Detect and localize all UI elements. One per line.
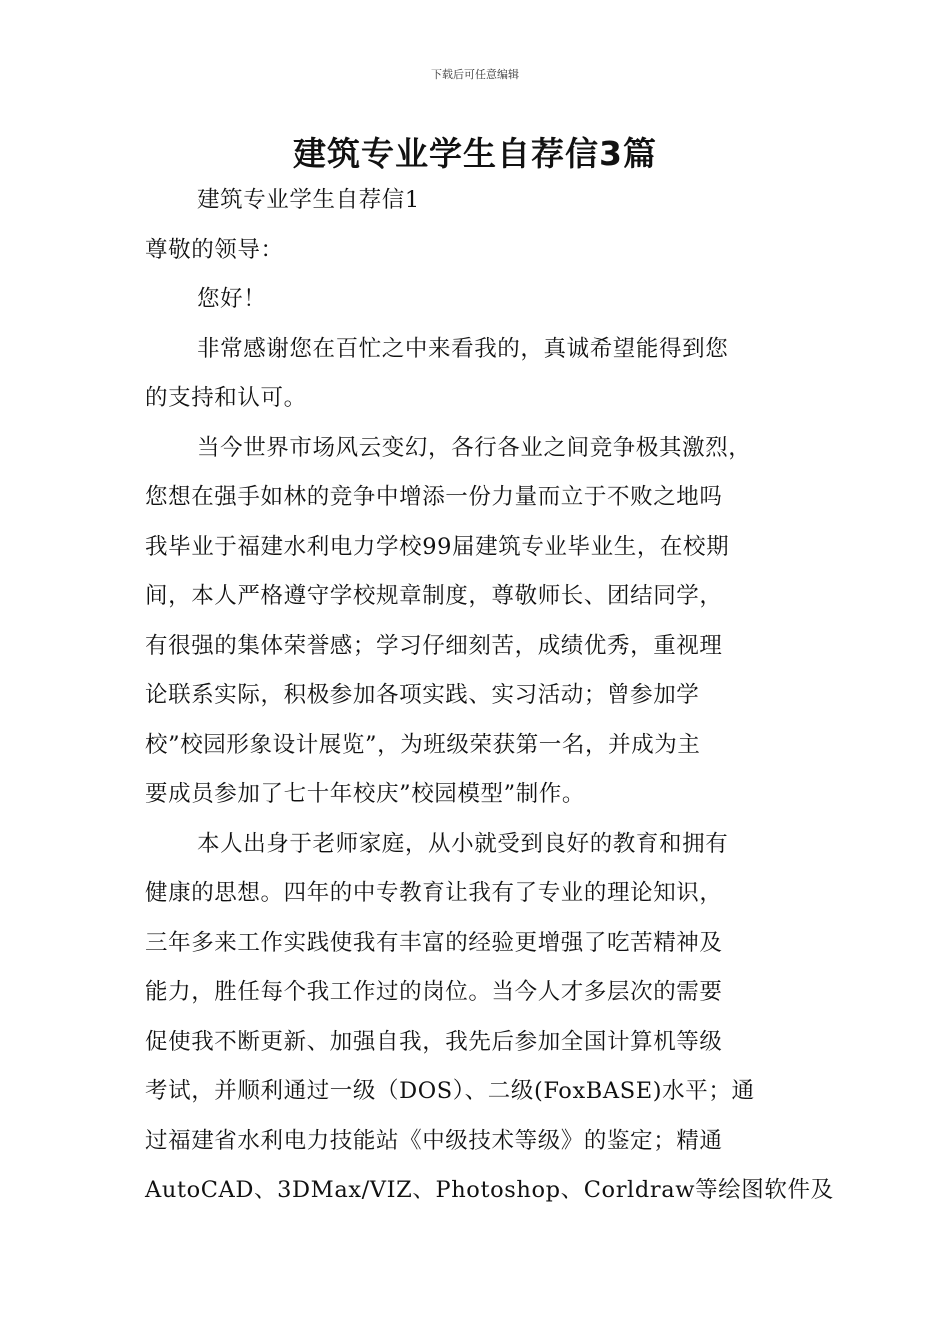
paragraph-3 bbox=[145, 820, 834, 1216]
paragraph-line: 健康的思想。四年的中专教育让我有了专业的理论知识， bbox=[145, 880, 723, 906]
paragraph-line: 我毕业于福建水利电力学校99届建筑专业毕业生，在校期 bbox=[145, 533, 730, 560]
paragraph-line: 过福建省水利电力技能站《中级技术等级》的鉴定；精通 bbox=[145, 1127, 723, 1154]
paragraph-line: 有很强的集体荣誉感；学习仔细刻苦，成绩优秀，重视理 bbox=[145, 632, 723, 659]
header-note: 下载后可任意编辑 bbox=[431, 68, 519, 81]
paragraph-line: 您想在强手如林的竞争中增添一份力量而立于不败之地吗 bbox=[145, 484, 723, 510]
paragraph-2 bbox=[145, 424, 815, 820]
greeting: 您好！ bbox=[197, 286, 267, 312]
paragraph-line: 三年多来工作实践使我有丰富的经验更增强了吃苦精神及 bbox=[145, 929, 723, 956]
paragraph-1 bbox=[145, 325, 815, 424]
paragraph-line: AutoCAD、3DMax/VIZ、Photoshop、Corldraw等绘图软件及 bbox=[145, 1177, 834, 1203]
paragraph-line: 间，本人严格遵守学校规章制度，尊敬师长、团结同学， bbox=[145, 583, 723, 609]
paragraph-line: 考试，并顺利通过一级（DOS）、二级(FoxBASE)水平；通 bbox=[145, 1078, 755, 1104]
paragraph-line: 论联系实际，积极参加各项实践、实习活动；曾参加学 bbox=[145, 682, 700, 708]
paragraph-line: 当今世界市场风云变幻，各行各业之间竞争极其激烈， bbox=[197, 434, 752, 461]
letter-subtitle: 建筑专业学生自荐信1 bbox=[197, 187, 420, 213]
paragraph-line: 非常感谢您在百忙之中来看我的，真诚希望能得到您 bbox=[197, 335, 729, 362]
paragraph-line: 促使我不断更新、加强自我，我先后参加全国计算机等级 bbox=[145, 1028, 723, 1055]
document-title: 建筑专业学生自荐信3篇 bbox=[293, 134, 657, 173]
paragraph-line: 能力，胜任每个我工作过的岗位。当今人才多层次的需要 bbox=[145, 979, 723, 1005]
salutation: 尊敬的领导： bbox=[145, 236, 284, 263]
letter-body bbox=[145, 176, 834, 1216]
paragraph-line: 校”校园形象设计展览”，为班级荣获第一名，并成为主 bbox=[145, 731, 701, 758]
paragraph-line: 的支持和认可。 bbox=[145, 385, 307, 411]
paragraph-line: 要成员参加了七十年校庆”校园模型”制作。 bbox=[145, 781, 586, 807]
paragraph-line: 本人出身于老师家庭，从小就受到良好的教育和拥有 bbox=[197, 830, 729, 857]
